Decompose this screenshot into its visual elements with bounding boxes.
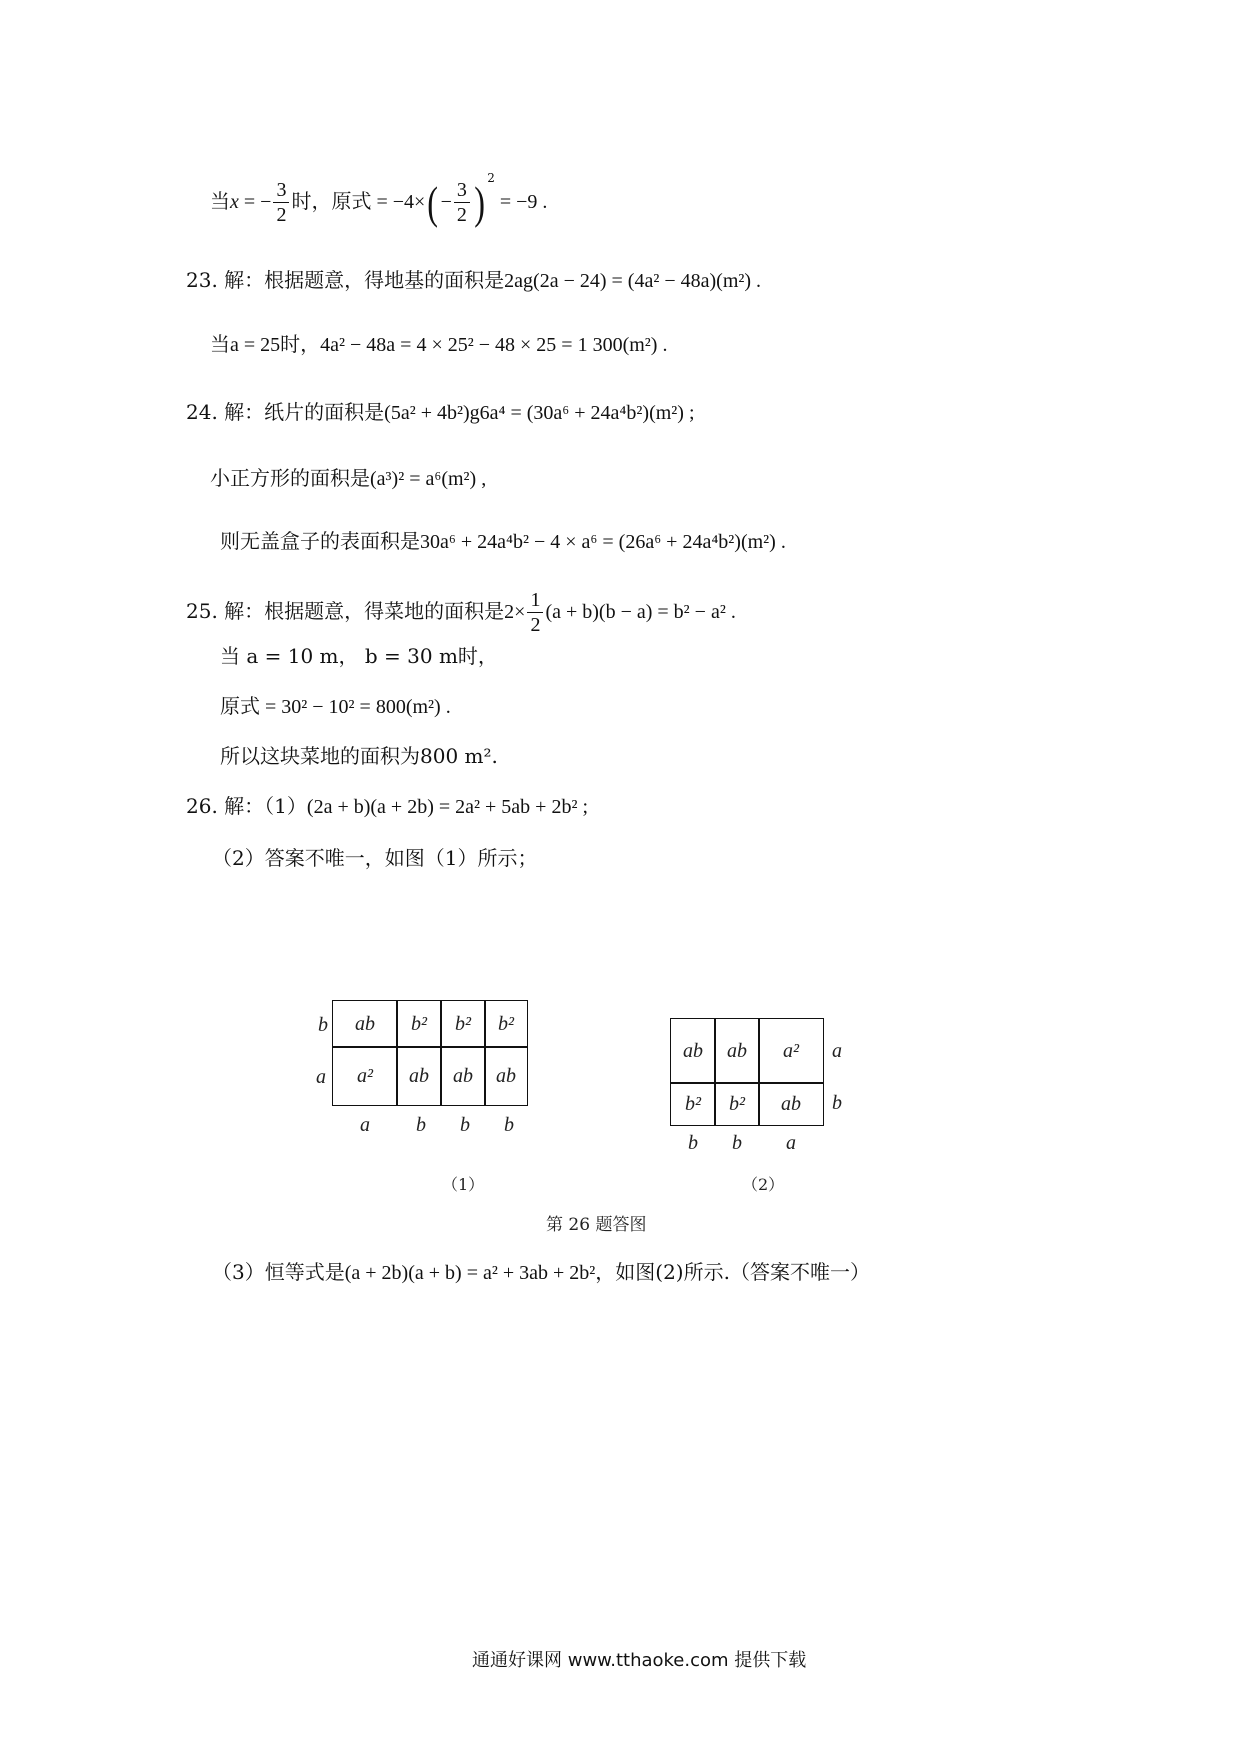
fig1-bottom-label: a	[360, 1114, 370, 1136]
sol24-line1	[186, 402, 695, 423]
sol22-result: = −9 .	[494, 191, 548, 213]
sol23-line2-text: 时，	[280, 332, 321, 356]
fig2-cell: ab	[758, 1082, 824, 1126]
sol25-line3-text: 原式	[220, 694, 260, 718]
sol26-line3	[212, 1262, 870, 1283]
frac-den: 2	[530, 614, 541, 636]
fig1-cell: a²	[332, 1046, 398, 1106]
frac-num: 3	[454, 180, 470, 203]
fig2-cell: ab	[714, 1018, 760, 1084]
sol22-eq: = −	[238, 191, 272, 213]
right-paren: )	[474, 176, 485, 228]
sol23-cond: a = 25	[230, 334, 281, 356]
sol26-part1-expr: (2a + b)(a + 2b) = 2a² + 5ab + 2b² ;	[306, 796, 588, 818]
fig1-cell: b²	[440, 1000, 486, 1048]
fig1-left-label: b	[318, 1014, 328, 1036]
sol26-part3-prefix: （3）恒等式是	[212, 1260, 345, 1284]
fig1-caption: （1）	[442, 1175, 485, 1194]
fig1-cell: ab	[440, 1046, 486, 1106]
sol22-x: x	[230, 191, 239, 213]
sol26-line2	[212, 848, 537, 868]
sol25-line3	[220, 696, 451, 717]
fig2-bottom-label: b	[732, 1132, 742, 1154]
problem-label: 24. 解：	[186, 400, 265, 424]
figure-2	[670, 1012, 870, 1162]
fig2-caption: （2）	[742, 1175, 785, 1194]
sol24-text: 纸片的面积是	[264, 400, 385, 424]
fig2-right-label: b	[832, 1092, 842, 1114]
fig2-bottom-label: a	[786, 1132, 796, 1154]
sol25-frac	[527, 590, 543, 635]
sol26-line1	[186, 796, 588, 817]
sol24-line2	[210, 468, 486, 489]
fig2-bottom-label: b	[688, 1132, 698, 1154]
sol23-expr: 2ag(2a − 24) = (4a² − 48a)(m²) .	[504, 270, 762, 292]
sol25-line4	[220, 746, 498, 766]
sol22-frac	[273, 180, 289, 225]
fig2-cell: b²	[714, 1082, 760, 1126]
sol22-frac2	[454, 180, 470, 225]
sol26-part3-expr: (a + 2b)(a + b) = a² + 3ab + 2b²	[344, 1262, 596, 1284]
sol22-neg: −	[440, 191, 452, 213]
sol25-pre: 2×	[504, 601, 526, 623]
problem-label: 26. 解：	[186, 794, 265, 818]
sol25-line1	[186, 590, 736, 635]
fig1-left-label: a	[316, 1066, 326, 1088]
sol23-line1	[186, 270, 761, 291]
figure-caption: 第 26 题答图	[546, 1215, 647, 1235]
fig1-cell: b²	[396, 1000, 442, 1048]
sol23-prefix: 当	[210, 332, 230, 356]
sol22-eq2: = −4×	[371, 191, 426, 213]
frac-num: 3	[273, 180, 289, 203]
figure-1	[318, 996, 558, 1166]
sol23-line2	[210, 334, 667, 355]
fig1-bottom-label: b	[416, 1114, 426, 1136]
sol24-line2-expr: (a³)² = a⁶(m²) ,	[370, 468, 487, 490]
sol26-part2: （2）答案不唯一，如图（1）所示；	[212, 846, 538, 870]
sol24-line3-text: 则无盖盒子的表面积是	[220, 529, 420, 553]
fig2-cell: ab	[670, 1018, 716, 1084]
sol25-line3-expr: = 30² − 10² = 800(m²) .	[260, 696, 451, 718]
sol24-line3	[220, 531, 786, 552]
sol23-line2-expr: 4a² − 48a = 4 × 25² − 48 × 25 = 1 300(m²) .	[320, 334, 668, 356]
sol22-text: 时，原式	[291, 189, 372, 213]
fig1-cell: ab	[332, 1000, 398, 1048]
frac-den: 2	[456, 204, 467, 226]
sol25-line4-text: 所以这块菜地的面积为800 m².	[220, 744, 498, 768]
sol24-line2-text: 小正方形的面积是	[210, 466, 370, 490]
fig1-cell: b²	[484, 1000, 528, 1048]
frac-den: 2	[276, 204, 287, 226]
sol26-part3-suffix: ，如图(2)所示.（答案不唯一）	[595, 1260, 870, 1284]
sol22-exp: 2	[487, 171, 495, 185]
sol24-line3-expr: 30a⁶ + 24a⁴b² − 4 × a⁶ = (26a⁶ + 24a⁴b²)(m²) .	[420, 531, 786, 553]
sol25-post: (a + b)(b − a) = b² − a² .	[545, 601, 736, 623]
fig1-cell: ab	[484, 1046, 528, 1106]
sol25-text: 根据题意，得菜地的面积是	[264, 599, 505, 623]
problem-label: 23. 解：	[186, 268, 265, 292]
problem-label: 25. 解：	[186, 599, 265, 623]
sol24-expr: (5a² + 4b²)g6a⁴ = (30a⁶ + 24a⁴b²)(m²) ;	[384, 402, 695, 424]
left-paren: (	[427, 176, 439, 228]
fig1-bottom-label: b	[460, 1114, 470, 1136]
sol26-part1-prefix: （1）	[264, 794, 307, 818]
sol23-text: 根据题意，得地基的面积是	[264, 268, 505, 292]
fig1-bottom-label: b	[504, 1114, 514, 1136]
fig1-cell: ab	[396, 1046, 442, 1106]
fig2-cell: a²	[758, 1018, 824, 1084]
sol25-line2	[220, 646, 498, 666]
fig2-right-label: a	[832, 1040, 842, 1062]
frac-num: 1	[527, 590, 543, 613]
sol25-line2-text: 当 a = 10 m， b = 30 m时，	[220, 644, 498, 668]
footer-text: 通通好课网 www.tthaoke.com 提供下载	[472, 1650, 807, 1671]
sol22-intro: 当	[210, 189, 230, 213]
sol22-line	[210, 171, 548, 228]
fig2-cell: b²	[670, 1082, 716, 1126]
